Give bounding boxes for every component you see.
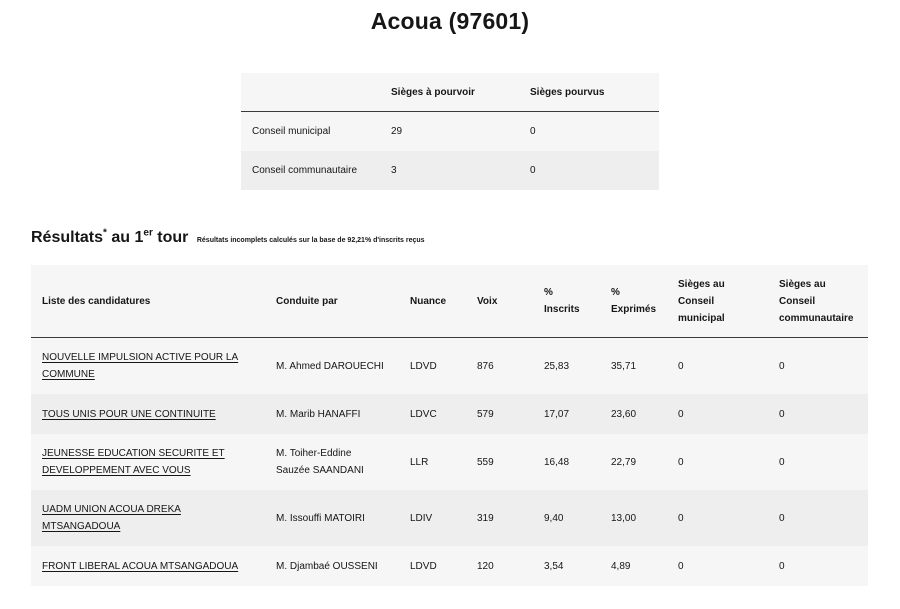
header-sieges-municipal: Sièges au Conseil municipal (667, 265, 768, 338)
cell-sieges-municipal: 0 (667, 490, 768, 546)
cell-exprimes: 4,89 (600, 546, 667, 586)
cell-nuance: LDVD (399, 338, 466, 395)
table-row (31, 546, 868, 586)
cell-inscrits: 3,54 (533, 546, 600, 586)
cell-sieges-municipal: 0 (667, 434, 768, 490)
cell-exprimes: 22,79 (600, 434, 667, 490)
results-note: Résultats incomplets calculés sur la base de 92,21% d'inscrits reçus (196, 237, 425, 244)
cell-liste (31, 394, 265, 434)
cell-inscrits: 17,07 (533, 394, 600, 434)
cell-liste (31, 338, 265, 395)
cell-sieges-municipal: 0 (667, 338, 768, 395)
results-heading-prefix: Résultats (31, 229, 104, 246)
seats-row-label: Conseil municipal (241, 112, 380, 152)
results-header-row (31, 265, 868, 338)
header-exprimes: % Exprimés (600, 265, 667, 338)
cell-sieges-communautaire: 0 (768, 338, 868, 395)
cell-conduite: M. Djambaé OUSSENI (265, 546, 399, 586)
cell-sieges-municipal: 0 (667, 546, 768, 586)
table-row (31, 338, 868, 395)
cell-exprimes: 13,00 (600, 490, 667, 546)
cell-sieges-communautaire: 0 (768, 490, 868, 546)
liste-link[interactable]: JEUNESSE EDUCATION SECURITE ET DEVELOPPEMENT AVEC VOUS (42, 448, 225, 476)
table-row (31, 394, 868, 434)
cell-conduite: M. Issouffi MATOIRI (265, 490, 399, 546)
seats-table (241, 73, 659, 190)
cell-liste (31, 546, 265, 586)
cell-voix: 579 (466, 394, 533, 434)
cell-inscrits: 9,40 (533, 490, 600, 546)
cell-inscrits: 25,83 (533, 338, 600, 395)
table-row (31, 434, 868, 490)
cell-nuance: LDVD (399, 546, 466, 586)
seats-pourvus-value: 0 (519, 112, 659, 152)
page-title: Acoua (97601) (370, 8, 530, 34)
liste-link[interactable]: UADM UNION ACOUA DREKA MTSANGADOUA (42, 504, 181, 532)
cell-sieges-municipal: 0 (667, 394, 768, 434)
seats-row-communautaire (241, 151, 659, 190)
header-nuance: Nuance (399, 265, 466, 338)
cell-voix: 120 (466, 546, 533, 586)
seats-header-pourvus: Sièges pourvus (519, 73, 659, 112)
cell-sieges-communautaire: 0 (768, 394, 868, 434)
header-liste: Liste des candidatures (31, 265, 265, 338)
cell-nuance: LLR (399, 434, 466, 490)
results-heading-middle: au 1 (106, 229, 144, 246)
cell-conduite: M. Toiher-Eddine Sauzée SAANDANI (265, 434, 399, 490)
header-sieges-communautaire: Sièges au Conseil communautaire (768, 265, 868, 338)
cell-exprimes: 35,71 (600, 338, 667, 395)
cell-nuance: LDVC (399, 394, 466, 434)
seats-row-municipal (241, 112, 659, 152)
seats-pourvus-value: 0 (519, 151, 659, 190)
cell-conduite: M. Marib HANAFFI (265, 394, 399, 434)
cell-sieges-communautaire: 0 (768, 434, 868, 490)
cell-voix: 319 (466, 490, 533, 546)
results-heading-suffix: tour (152, 229, 189, 246)
results-heading-star: * (103, 227, 107, 239)
seats-header-row (241, 73, 659, 112)
cell-liste (31, 490, 265, 546)
seats-header-a-pourvoir: Sièges à pourvoir (380, 73, 519, 112)
cell-sieges-communautaire: 0 (768, 546, 868, 586)
seats-a-pourvoir-value: 29 (380, 112, 519, 152)
results-heading-sup: er (143, 227, 153, 239)
cell-voix: 876 (466, 338, 533, 395)
header-conduite: Conduite par (265, 265, 399, 338)
seats-header-empty (241, 73, 380, 112)
liste-link[interactable]: TOUS UNIS POUR UNE CONTINUITE (42, 408, 216, 420)
results-table (31, 265, 868, 586)
cell-exprimes: 23,60 (600, 394, 667, 434)
header-voix: Voix (466, 265, 533, 338)
results-heading-title (31, 229, 188, 246)
seats-a-pourvoir-value: 3 (380, 151, 519, 190)
liste-link[interactable]: NOUVELLE IMPULSION ACTIVE POUR LA COMMUNE (42, 352, 239, 380)
header-inscrits: % Inscrits (533, 265, 600, 338)
cell-nuance: LDIV (399, 490, 466, 546)
liste-link[interactable]: FRONT LIBERAL ACOUA MTSANGADOUA (42, 560, 239, 572)
table-row (31, 490, 868, 546)
cell-voix: 559 (466, 434, 533, 490)
cell-conduite: M. Ahmed DAROUECHI (265, 338, 399, 395)
seats-row-label: Conseil communautaire (241, 151, 380, 190)
cell-inscrits: 16,48 (533, 434, 600, 490)
cell-liste (31, 434, 265, 490)
results-heading (31, 229, 425, 247)
